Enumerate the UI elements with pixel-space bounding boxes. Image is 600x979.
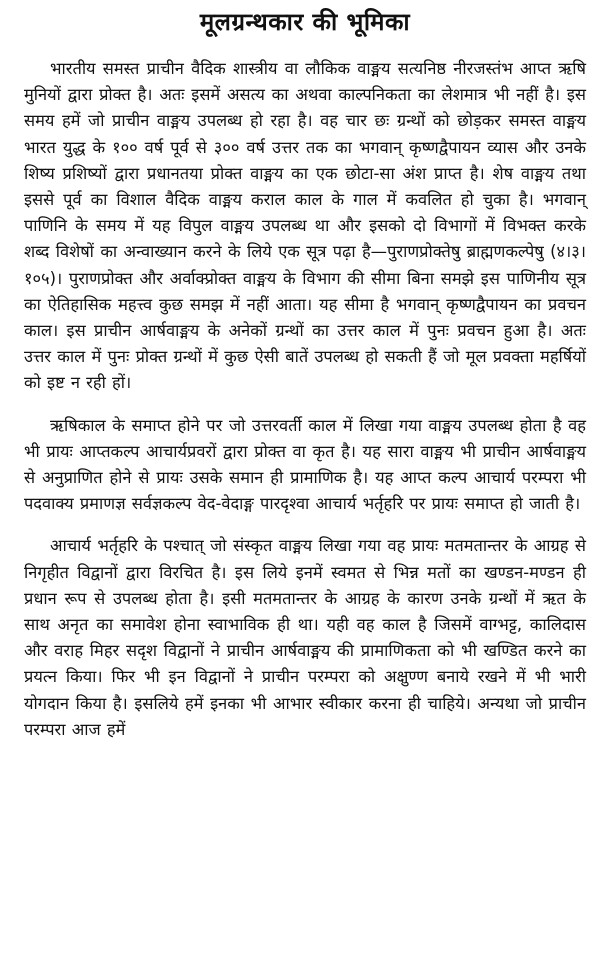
page-title: मूलग्रन्थकार की भूमिका: [199, 8, 411, 36]
paragraph-3: आचार्य भर्तृहरि के पश्चात् जो संस्कृत वाङ्मय लिखा गया वह प्रायः मतमतान्तर के आग्रह से निगृहीत विद्वानों द्वारा विरचित है। इस लिये इनमें स्वमत से भिन्न मतों का खण्डन-मण्डन ही प्रधान रूप से उपलब्ध होता है। इसी मतमतान्तर के आग्रह के कारण उनके ग्रन्थों में ऋत के साथ अनृत का समावेश होना स्वाभाविक ही था। यही वह काल है जिसमें वाग्भट्ट, कालिदास और वराह मिहर सदृश विद्वानों ने प्राचीन आर्षवाङ्मय की प्रामाणिकता को भी खण्डित करने का प्रयत्न किया। फिर भी इन विद्वानों ने प्राचीन परम्परा को अक्षुण्ण बनाये रखने में भी भारी योगदान किया है। इसलिये हमें इनका भी आभार स्वीकार करना ही चाहिये। अन्यथा जो प्राचीन परम्परा आज हमें: [24, 536, 586, 739]
paragraph-1: भारतीय समस्त प्राचीन वैदिक शास्त्रीय वा लौकिक वाङ्मय सत्यनिष्ठ नीरजस्तंभ आप्त ऋषि मुनियों द्वारा प्रोक्त है। अतः इसमें असत्य का अथवा काल्पनिकता का लेशमात्र भी नहीं है। इस समय हमें जो प्राचीन वाङ्मय उपलब्ध हो रहा है। वह चार छः ग्रन्थों को छोड़कर समस्त वाङ्मय भारत युद्ध के १०० वर्ष पूर्व से ३०० वर्ष उत्तर तक का भगवान् कृष्णद्वैपायन व्यास और उनके शिष्य प्रशिष्यों द्वारा प्रधानतया प्रोक्त वाङ्मय का एक छोटा-सा अंश प्राप्त है। शेष वाङ्मय तथा इससे पूर्व का विशाल वैदिक वाङ्मय कराल काल के गाल में कवलित हो चुका है। भगवान् पाणिनि के समय में यह विपुल वाङ्मय उपलब्ध था और इसको दो विभागों में विभक्त करके शब्द विशेषों का अन्वाख्यान करने के लिये एक सूत्र पढ़ा है—पुराणप्रोक्तेषु ब्राह्मणकल्पेषु (४।३।१०५)। पुराणप्रोक्त और अर्वाक्प्रोक्त वाङ्मय के विभाग की सीमा बिना समझे इस पाणिनीय सूत्र का ऐतिहासिक महत्त्व कुछ समझ में नहीं आता। यह सीमा है भगवान् कृष्णद्वैपायन का प्रवचन काल। इस प्राचीन आर्षवाङ्मय के अनेकों ग्रन्थों का उत्तर काल में पुनः प्रवचन हुआ है। अतः उत्तर काल में पुनः प्रोक्त ग्रन्थों में कुछ ऐसी बातें उपलब्ध हो सकती हैं जो मूल प्रवक्ता महर्षियों को इष्ट न रही हों।: [24, 59, 586, 393]
paragraph-2: ऋषिकाल के समाप्त होने पर जो उत्तरवर्ती काल में लिखा गया वाङ्मय उपलब्ध होता है वह भी प्रायः आप्तकल्प आचार्यप्रवरों द्वारा प्रोक्त वा कृत है। यह सारा वाङ्मय भी प्राचीन आर्षवाङ्मय से अनुप्राणित होने से प्रायः उसके समान ही प्रामाणिक है। यह आप्त कल्प आचार्य परम्परा भी पदवाक्य प्रमाणज्ञ सर्वज्ञकल्प वेद-वेदाङ्ग पारदृश्वा आचार्य भर्तृहरि पर प्रायः समाप्त हो जाती है।: [24, 415, 586, 514]
